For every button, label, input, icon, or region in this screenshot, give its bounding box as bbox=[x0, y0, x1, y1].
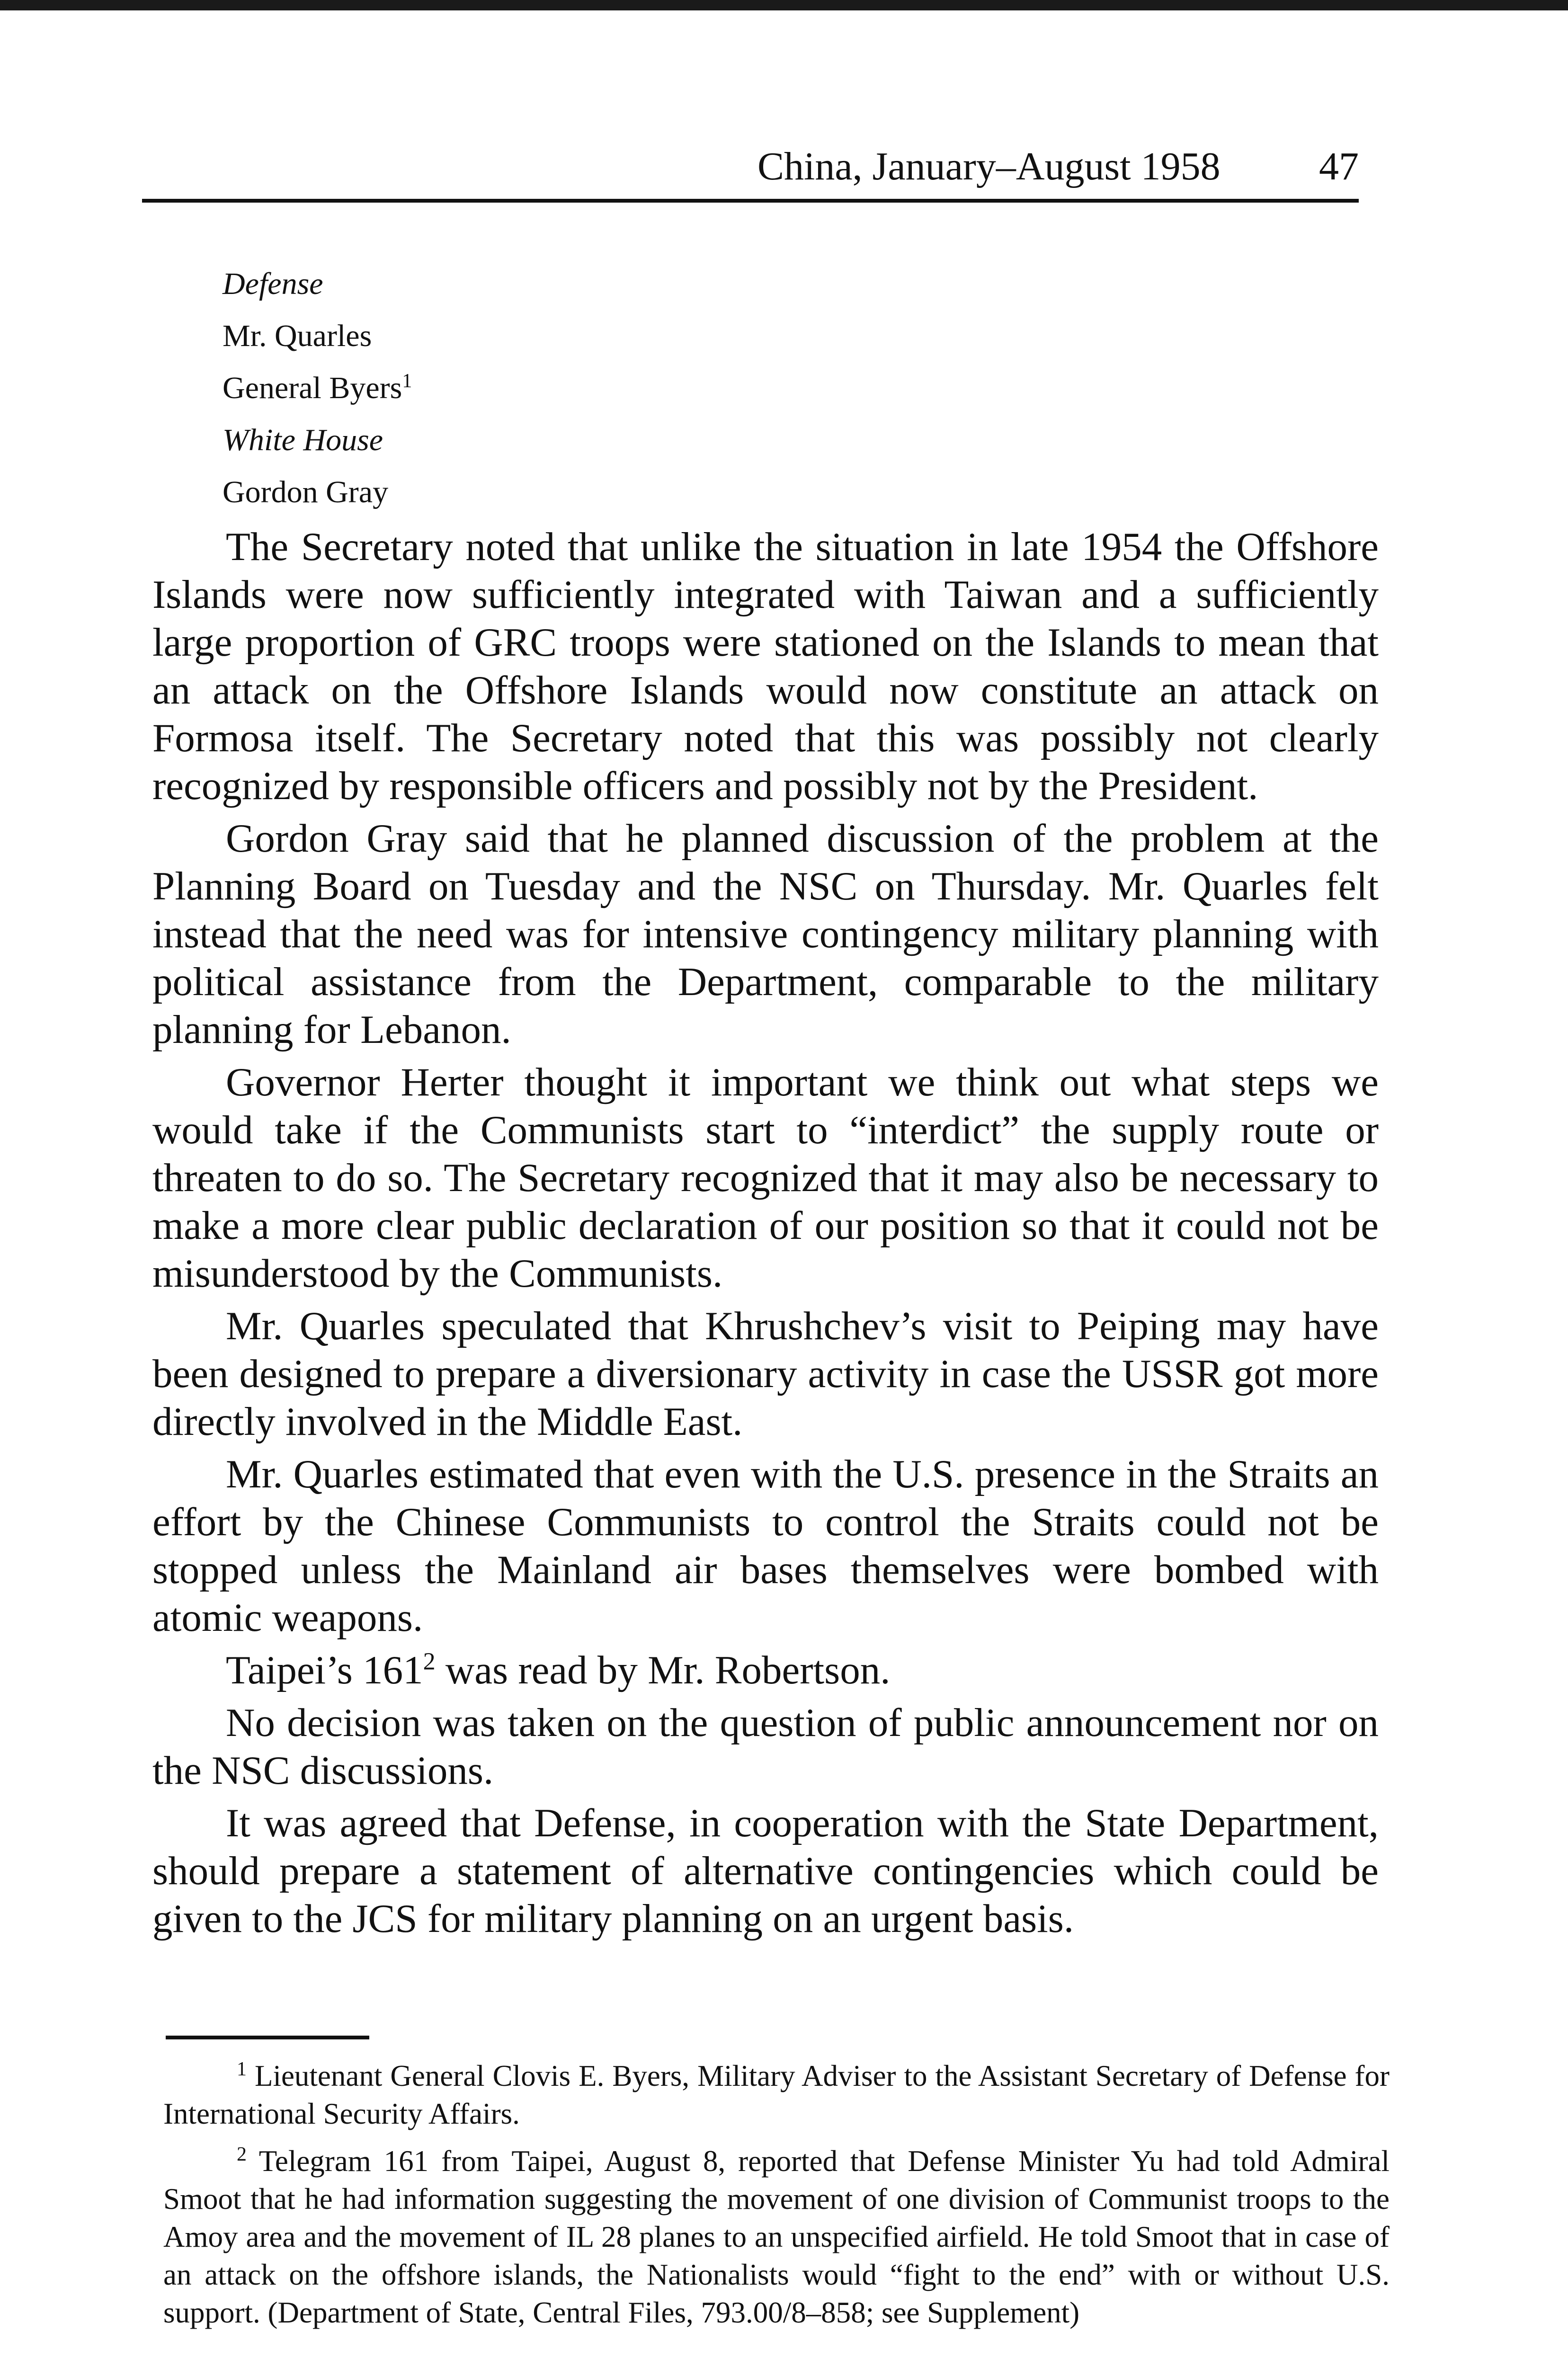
running-head bbox=[757, 144, 1359, 188]
paragraph-planning-board: Gordon Gray said that he planned discussion of the problem at the Planning Board on Tuesday and the NSC on Thursday. Mr. Quarles felt instead that the need was for intensive contingency military planning with political assistance from the Department, comparable to the military planning for Lebanon. bbox=[152, 816, 1379, 1052]
attendee-quarles: Mr. Quarles bbox=[223, 319, 372, 353]
memo-body bbox=[152, 523, 1379, 1943]
page-number: 47 bbox=[1319, 144, 1359, 188]
attendee-gray: Gordon Gray bbox=[223, 475, 389, 509]
footnote-rule bbox=[166, 2036, 369, 2039]
header-rule bbox=[142, 199, 1359, 203]
attendee-list bbox=[223, 258, 980, 518]
footnote-1-text: Lieutenant General Clovis E. Byers, Military Adviser to the Assistant Secretary of Defense for International Security Affairs. bbox=[163, 2059, 1390, 2130]
footnote-1-mark: 1 bbox=[237, 2058, 247, 2080]
footnote-2-mark: 2 bbox=[237, 2144, 247, 2165]
attendee-byers-name: General Byers bbox=[223, 371, 402, 405]
paragraph-offshore-islands: The Secretary noted that unlike the situation in late 1954 the Offshore Islands were now sufficiently integrated with Taiwan and a sufficiently large proportion of GRC troops were stationed on the Islands to mean that an attack on the Offshore Islands would now constitute an attack on Formosa itself. The Secretary noted that this was possibly not clearly recognized by responsible officers and possibly not by the President. bbox=[152, 525, 1379, 808]
attendee-byers bbox=[223, 362, 980, 414]
attendee-group-white-house: White House bbox=[223, 423, 383, 457]
footnote-ref-2: 2 bbox=[423, 1648, 436, 1675]
paragraph-interdict: Governor Herter thought it important we think out what steps we would take if the Communists start to “interdict” the supply route or threaten to do so. The Secretary recognized that it may also be necessary to make a more clear public declaration of our position so that it could not be misunderstood by the Communists. bbox=[152, 1060, 1379, 1296]
paragraph-khrushchev: Mr. Quarles speculated that Khrushchev’s visit to Peiping may have been designed to prepare a diversionary activity in case the USSR got more directly involved in the Middle East. bbox=[152, 1304, 1379, 1444]
running-head-title: China, January–August 1958 bbox=[757, 144, 1221, 188]
paragraph-taipei-161-start: Taipei’s 161 bbox=[226, 1648, 423, 1692]
footnote-ref-1: 1 bbox=[402, 370, 412, 392]
footnote-1 bbox=[163, 2057, 1390, 2133]
footnote-2-text: Telegram 161 from Taipei, August 8, reported that Defense Minister Yu had told Admiral Smoot that he had information suggesting the movement of one division of Communist troops to the Amoy area and the movement of IL 28 planes to an unspecified airfield. He told Smoot that in case of an attack on the offshore islands, the Nationalists would “fight to the end” with or without U.S. support. (Department of State, Central Files, 793.00/8–858; see Supplement) bbox=[163, 2145, 1390, 2329]
footnotes bbox=[163, 2057, 1390, 2341]
paragraph-taipei-161-end: was read by Mr. Robertson. bbox=[435, 1648, 891, 1692]
paragraph-agreement: It was agreed that Defense, in cooperation with the State Department, should prepare a statement of alternative contingencies which could be given to the JCS for military planning on an urgent basis. bbox=[152, 1801, 1379, 1941]
attendee-group-defense: Defense bbox=[223, 267, 323, 301]
footnote-2 bbox=[163, 2142, 1390, 2331]
paragraph-taipei-161 bbox=[152, 1646, 1379, 1694]
paragraph-straits: Mr. Quarles estimated that even with the U.S. presence in the Straits an effort by the Chinese Communists to control the Straits could not be stopped unless the Mainland air bases themselves were bombed with atomic weapons. bbox=[152, 1452, 1379, 1640]
paragraph-no-decision: No decision was taken on the question of public announcement nor on the NSC discussions. bbox=[152, 1700, 1379, 1793]
scan-top-edge bbox=[0, 0, 1568, 10]
